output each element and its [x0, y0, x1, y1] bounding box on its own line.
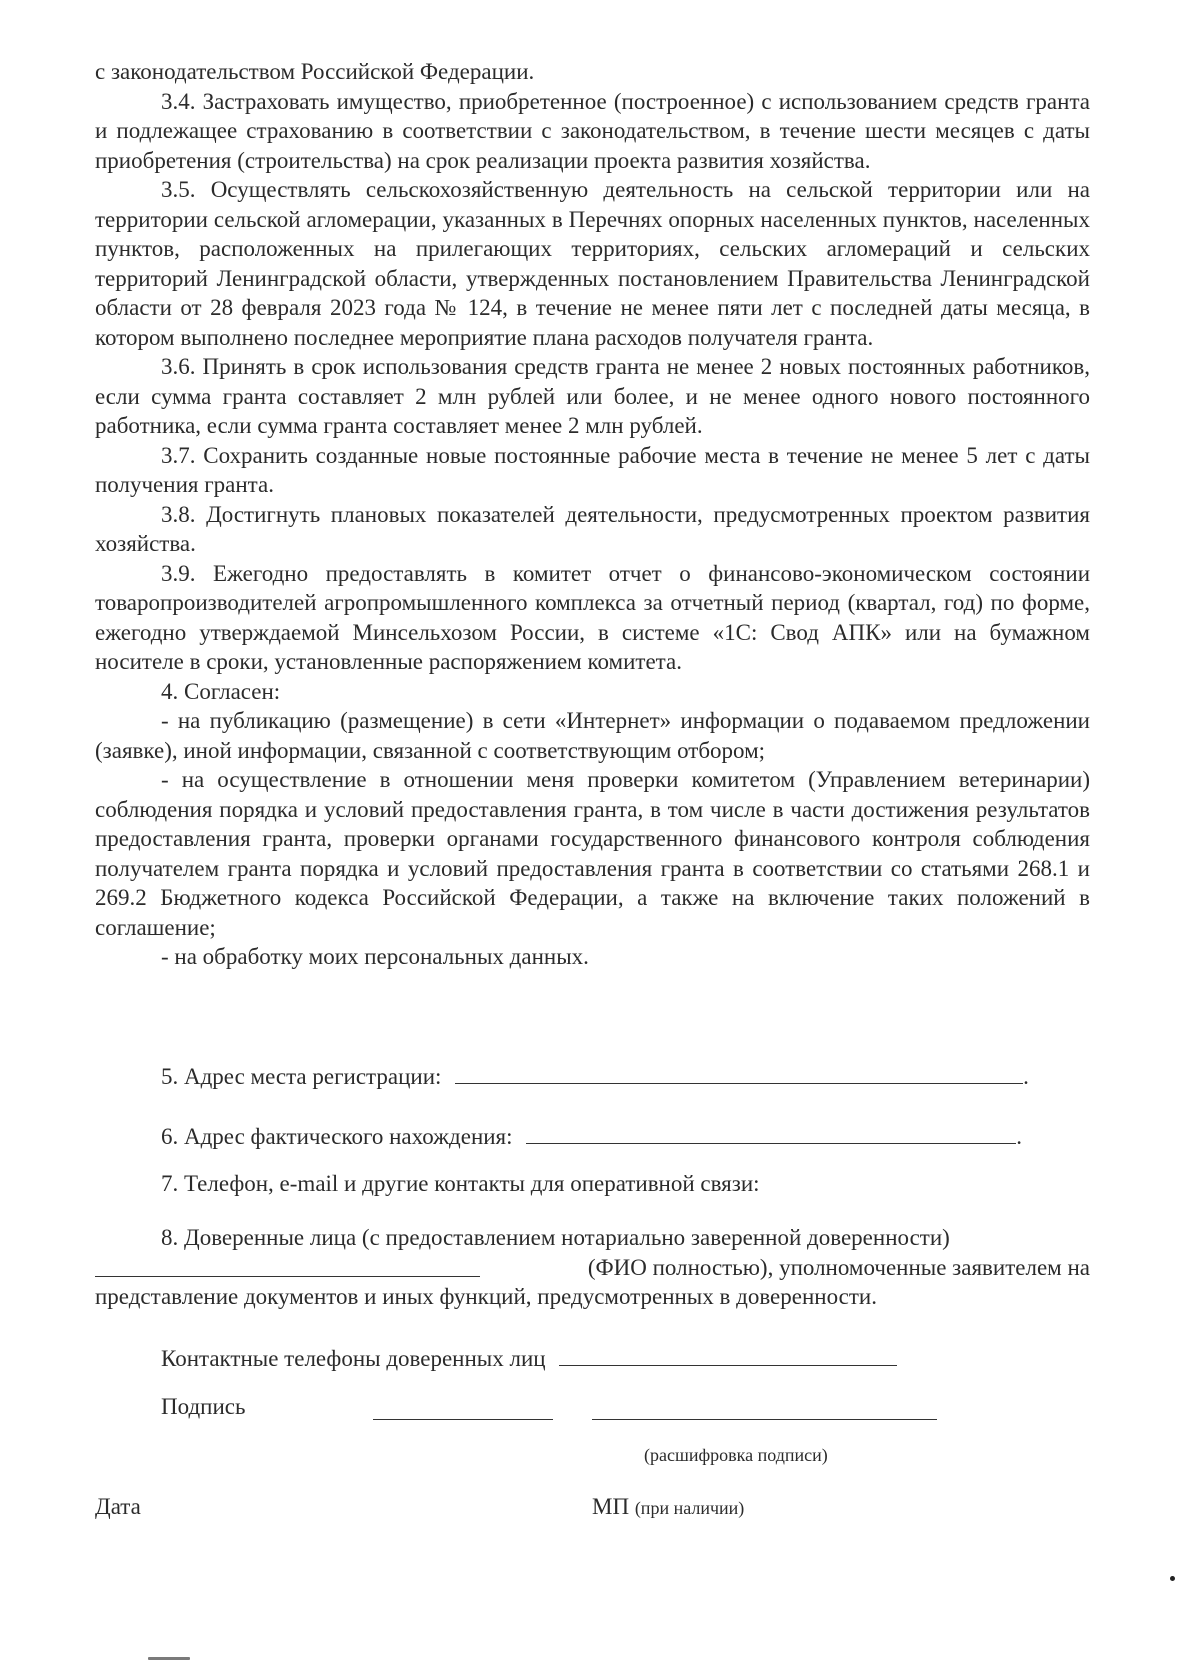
- trustees-line-2: [95, 1254, 1090, 1282]
- trustee-phones-field[interactable]: [559, 1345, 897, 1366]
- stamp-row: [592, 1493, 744, 1522]
- signature-field[interactable]: [373, 1419, 553, 1420]
- clause-3-9: 3.9. Ежегодно предоставлять в комитет отчет о финансово-экономическом состоянии товаропроизводителей агропромышленного комплекса за отчетный период (квартал, год) по форме, ежегодно утверждаемой Минсельхозом России, в системе «1С: Свод АПК» или на бумажном носителе в сроки, установленные распоряжением комитета.: [95, 560, 1090, 674]
- trustees-line-1: [161, 1224, 1090, 1252]
- scan-speck: [1170, 1576, 1175, 1581]
- clause-3-8: 3.8. Достигнуть плановых показателей деятельности, предусмотренных проектом развития хозяйства.: [95, 501, 1090, 556]
- scan-speck: [148, 1657, 190, 1660]
- signature-decode-caption: (расшифровка подписи): [644, 1445, 828, 1465]
- intro-line: с законодательством Российской Федерации.: [95, 59, 535, 84]
- consent-personal-data: - на обработку моих персональных данных.: [161, 944, 589, 969]
- clause-3-7: 3.7. Сохранить созданные новые постоянные рабочие места в течение не менее 5 лет с даты получения гранта.: [95, 442, 1090, 497]
- signature-decode-field[interactable]: [592, 1419, 937, 1420]
- stamp-note: (при наличии): [634, 1498, 745, 1518]
- fact-address-label: 6. Адрес фактического нахождения:: [161, 1124, 513, 1149]
- clause-3-4: 3.4. Застраховать имущество, приобретенное (построенное) с использованием средств гранта и подлежащее страхованию в соответствии с законодательством, в течение шести месяцев с даты приобретения (строительства) на срок реализации проекта развития хозяйства.: [95, 88, 1090, 173]
- trustees-suffix: (ФИО полностью), уполномоченные заявителем на: [587, 1255, 1090, 1280]
- trustees-label: 8. Доверенные лица (с предоставлением нотариально заверенной доверенности): [161, 1225, 950, 1250]
- contacts-label: 7. Телефон, e-mail и другие контакты для оперативной связи:: [161, 1171, 760, 1196]
- reg-address-row: 5. Адрес места регистрации: .: [161, 1064, 1029, 1089]
- trustees-names-field[interactable]: [95, 1254, 480, 1277]
- clause-3-6: 3.6. Принять в срок использования средств гранта не менее 2 новых постоянных работников, если сумма гранта составляет 2 млн рублей или более, и не менее одного нового постоянного работника, если сумма гранта составляет менее 2 млн рублей.: [95, 354, 1090, 438]
- consent-publication: - на публикацию (размещение) в сети «Интернет» информации о подаваемом предложении (заявке), иной информации, связанной с соответствующим отбором;: [95, 708, 1090, 763]
- consent-inspection: - на осуществление в отношении меня проверки комитетом (Управлением ветеринарии) соблюдения порядка и условий предоставления гранта, в том числе в части достижения результатов предоставления гранта, проверки органами государственного финансового контроля соблюдения получателем гранта порядка и условий предоставления гранта в соответствии со статьями 268.1 и 269.2 Бюджетного кодекса Российской Федерации, а также на включение таких положений в соглашение;: [95, 767, 1090, 940]
- reg-address-field[interactable]: [455, 1063, 1023, 1084]
- trustees-line-3: [95, 1283, 877, 1311]
- fact-address-field[interactable]: [526, 1123, 1016, 1144]
- reg-address-label: 5. Адрес места регистрации:: [161, 1064, 442, 1089]
- trustees-scope: представление документов и иных функций, предусмотренных в доверенности.: [95, 1284, 877, 1309]
- document-body: [95, 57, 1090, 972]
- stamp-label: МП: [592, 1494, 630, 1519]
- contacts-row: [161, 1170, 760, 1198]
- clause-3-5: 3.5. Осуществлять сельскохозяйственную деятельность на сельской территории или на территории сельской агломерации, указанных в Перечнях опорных населенных пунктов, населенных пунктов, расположенных на прилегающих территориях, сельских агломераций и сельских территорий Ленинградской области, утвержденных постановлением Правительства Ленинградской области от 28 февраля 2023 года № 124, в течение не менее пяти лет с последней даты месяца, в котором выполнено последнее мероприятие плана расходов получателя гранта.: [95, 177, 1090, 350]
- signature-label: Подпись: [161, 1394, 246, 1419]
- trustee-phones-row: [161, 1345, 897, 1373]
- fact-address-row: 6. Адрес фактического нахождения: .: [161, 1124, 1023, 1149]
- date-label: Дата: [95, 1494, 141, 1519]
- trustee-phones-label: Контактные телефоны доверенных лиц: [161, 1346, 546, 1371]
- clause-4-heading: 4. Согласен:: [161, 678, 281, 704]
